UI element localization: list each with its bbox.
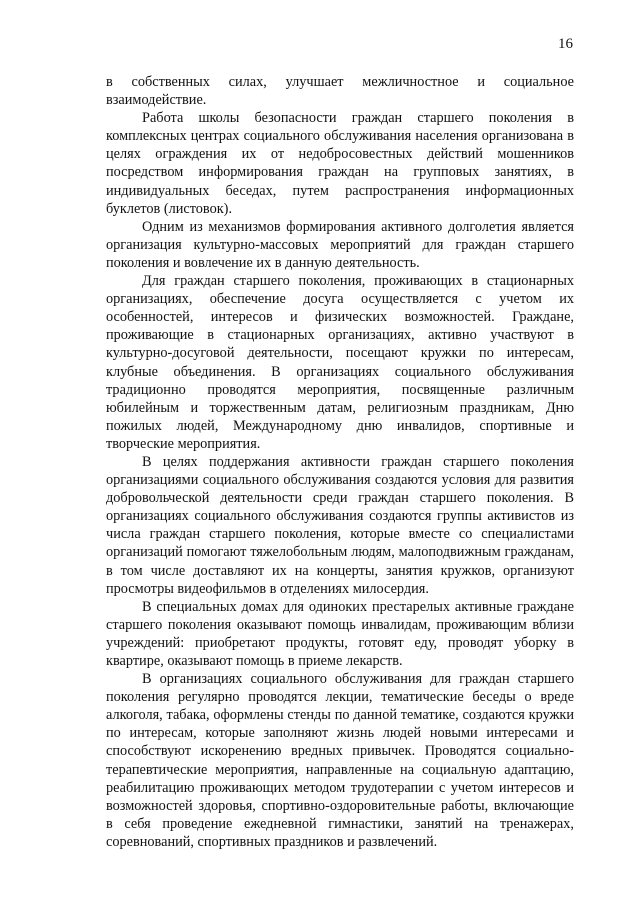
paragraph-cultural-events: Одним из механизмов формирования активного долголетия является организация культурно-массовых мероприятий для граждан старшего поколения и вовлечение их в данную деятельность.: [106, 218, 574, 271]
paragraph-safety-school: Работа школы безопасности граждан старшего поколения в комплексных центрах социального обслуживания населения организована в целях ограждения их от недобросовестных действий мошенников посредством информирования граждан на групповых занятиях, в индивидуальных беседах, путем распространения информационных буклетов (листовок).: [106, 110, 574, 217]
paragraph-continuation: в собственных силах, улучшает межличностное и социальное взаимодействие.: [106, 74, 574, 109]
document-body: [106, 73, 574, 851]
paragraph-special-homes: В специальных домах для одиноких престарелых активные граждане старшего поколения оказывают помощь инвалидам, проживающим вблизи учреждений: приобретают продукты, готовят еду, проводят уборку в квартире, оказывают помощь в приеме лекарств.: [106, 598, 574, 669]
page-number: 16: [558, 36, 573, 52]
paragraph-stationary-organizations: Для граждан старшего поколения, проживающих в стационарных организациях, обеспечение досуга осуществляется с учетом их особенностей, интересов и физических возможностей. Граждане, проживающие в стационарных организациях, активно участвуют в культурно-досуговой деятельности, посещают кружки по интересам, клубные объединения. В организациях социального обслуживания традиционно проводятся мероприятия, посвященные различным юбилейным и торжественным датам, религиозным праздникам, Дню пожилых людей, Международному дню инвалидов, спортивные и творческие мероприятия.: [106, 273, 574, 452]
paragraph-volunteer-activity: В целях поддержания активности граждан старшего поколения организациями социального обслуживания создаются условия для развития добровольческой деятельности среди граждан старшего поколения. В организациях социального обслуживания создаются группы активистов из числа граждан старшего поколения, которые вместе со специалистами организаций помогают тяжелобольным людям, малоподвижным гражданам, в том числе доставляют их на концерты, занятия кружков, организуют просмотры видеофильмов в отделениях милосердия.: [106, 453, 574, 597]
paragraph-health-activities: В организациях социального обслуживания для граждан старшего поколения регулярно проводятся лекции, тематические беседы о вреде алкоголя, табака, оформлены стенды по данной тематике, создаются кружки по интересам, которые заполняют жизнь людей новыми интересами и способствуют искоренению вредных привычек. Проводятся социально-терапевтические мероприятия, направленные на социальную адаптацию, реабилитацию проживающих методом трудотерапии с учетом интересов и возможностей здоровья, спортивно-оздоровительные работы, включающие в себя проведение ежедневной гимнастики, занятий на тренажерах, соревнований, спортивных праздников и развлечений.: [106, 671, 574, 850]
